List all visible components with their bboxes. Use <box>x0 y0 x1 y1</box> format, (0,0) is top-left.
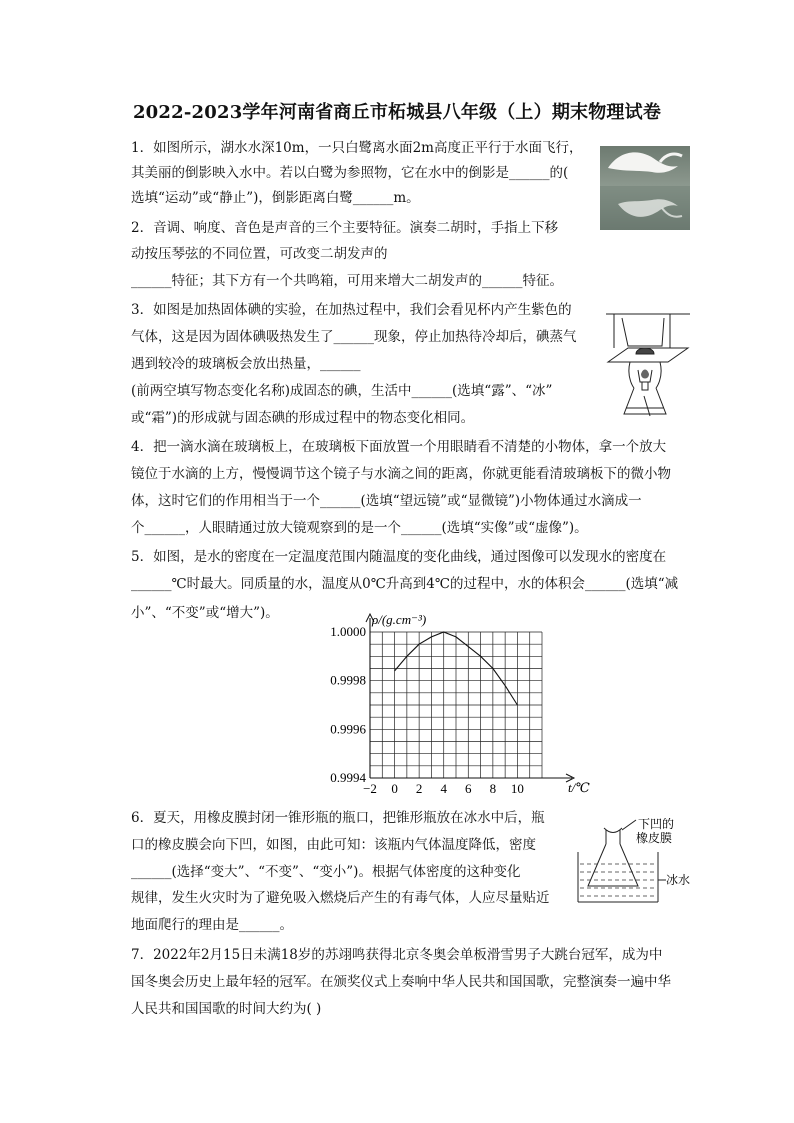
q3-line-4: (前两空填写物态变化名称)成固态的碘，生活中______(选填“露”、“冰” <box>131 383 553 399</box>
y-tick-label: 0.9998 <box>330 672 366 688</box>
egret-photo <box>600 146 690 230</box>
membrane-label-1: 下凹的 <box>638 818 675 831</box>
y-axis-label: ρ/(g.cm⁻³) <box>372 612 427 627</box>
x-tick-label: 2 <box>415 781 423 796</box>
q1-line-1: 1．如图所示，湖水水深10m，一只白鹭离水面2m高度正平行于水面飞行， <box>131 140 583 156</box>
q4-line-2: 镜位于水滴的上方，慢慢调节这个镜子与水滴之间的距离，你就更能看清玻璃板下的微小物 <box>131 466 671 482</box>
q3-line-2: 气体，这是因为固体碘吸热发生了______现象，停止加热待冷却后，碘蒸气 <box>131 329 577 345</box>
ice-water-label: 冰水 <box>666 873 691 887</box>
membrane-label-2: 橡皮膜 <box>636 831 673 845</box>
q7-line-2: 国冬奥会历史上最年轻的冠军。在颁奖仪式上奏响中华人民共和国国歌，完整演奏一遍中华 <box>131 974 671 990</box>
q4-line-1: 4．把一滴水滴在玻璃板上，在玻璃板下面放置一个用眼睛看不清楚的小物体，拿一个放大 <box>131 439 667 455</box>
x-tick-label: 4 <box>440 781 447 796</box>
x-tick-label: 6 <box>465 781 472 796</box>
page-title: 2022-2023学年河南省商丘市柘城县八年级（上）期末物理试卷 <box>132 102 662 123</box>
density-chart <box>316 610 616 806</box>
q2-line-1: 2．音调、响度、音色是声音的三个主要特征。演奏二胡时，手指上下移 <box>131 220 559 236</box>
q7-line-1: 7．2022年2月15日未满18岁的苏翊鸣获得北京冬奥会单板滑雪男子大跳台冠军，成为中 <box>131 947 663 963</box>
q5-line-1: 5．如图，是水的密度在一定温度范围内随温度的变化曲线，通过图像可以发现水的密度在 <box>131 549 667 565</box>
q4-line-3: 体，这时它们的作用相当于一个______(选填“望远镜”或“显微镜”)小物体通过水滴成一 <box>131 493 642 509</box>
x-tick-label: 0 <box>391 781 398 796</box>
q1-line-2: 其美丽的倒影映入水中。若以白鹭为参照物，它在水中的倒影是______的( <box>131 165 569 181</box>
y-tick-label: 1.0000 <box>330 624 366 639</box>
q7-line-3: 人民共和国国歌的时间大约为( ) <box>131 1001 322 1017</box>
q3-line-1: 3．如图是加热固体碘的实验，在加热过程中，我们会看见杯内产生紫色的 <box>131 302 572 318</box>
q3-line-3: 遇到较冷的玻璃板会放出热量，______ <box>131 356 361 372</box>
x-axis-label: t/℃ <box>568 780 590 795</box>
x-tick-label: 10 <box>510 781 524 796</box>
q1-line-3: 选填“运动”或“静止”)，倒影距离白鹭______m。 <box>131 190 420 206</box>
flask-ice-water-diagram <box>574 818 698 912</box>
q6-line-4: 规律，发生火灾时为了避免吸入燃烧后产生的有毒气体，人应尽量贴近 <box>131 890 550 906</box>
q6-line-5: 地面爬行的理由是______。 <box>131 917 293 933</box>
q6-line-1: 6．夏天，用橡皮膜封闭一锥形瓶的瓶口，把锥形瓶放在冰水中后，瓶 <box>131 810 545 826</box>
q5-line-3: 小”、“不变”或“增大”)。 <box>131 605 279 621</box>
q2-line-2: 动按压琴弦的不同位置，可改变二胡发声的 <box>131 246 388 262</box>
x-tick-label: −2 <box>363 781 377 796</box>
q6-line-3: ______(选择“变大”、“不变”、“变小”)。根据气体密度的这种变化 <box>131 864 521 880</box>
q2-line-3: ______特征；其下方有一个共鸣箱，可用来增大二胡发声的______特征。 <box>131 273 563 289</box>
q3-line-5: 或“霜”)的形成就与固态碘的形成过程中的物态变化相同。 <box>131 410 475 426</box>
q6-line-2: 口的橡皮膜会向下凹，如图，由此可知：该瓶内气体温度降低，密度 <box>131 837 536 853</box>
y-tick-label: 0.9996 <box>330 721 366 737</box>
y-tick-label: 0.9994 <box>330 770 366 785</box>
q4-line-4: 个______，人眼睛通过放大镜观察到的是一个______(选填“实像”或“虚像”)。 <box>131 520 588 536</box>
q5-line-2: ______℃时最大。同质量的水，温度从0℃升高到4℃的过程中，水的体积会______(选填“减 <box>131 576 679 592</box>
iodine-heating-diagram <box>604 308 690 420</box>
x-tick-label: 8 <box>489 781 497 796</box>
